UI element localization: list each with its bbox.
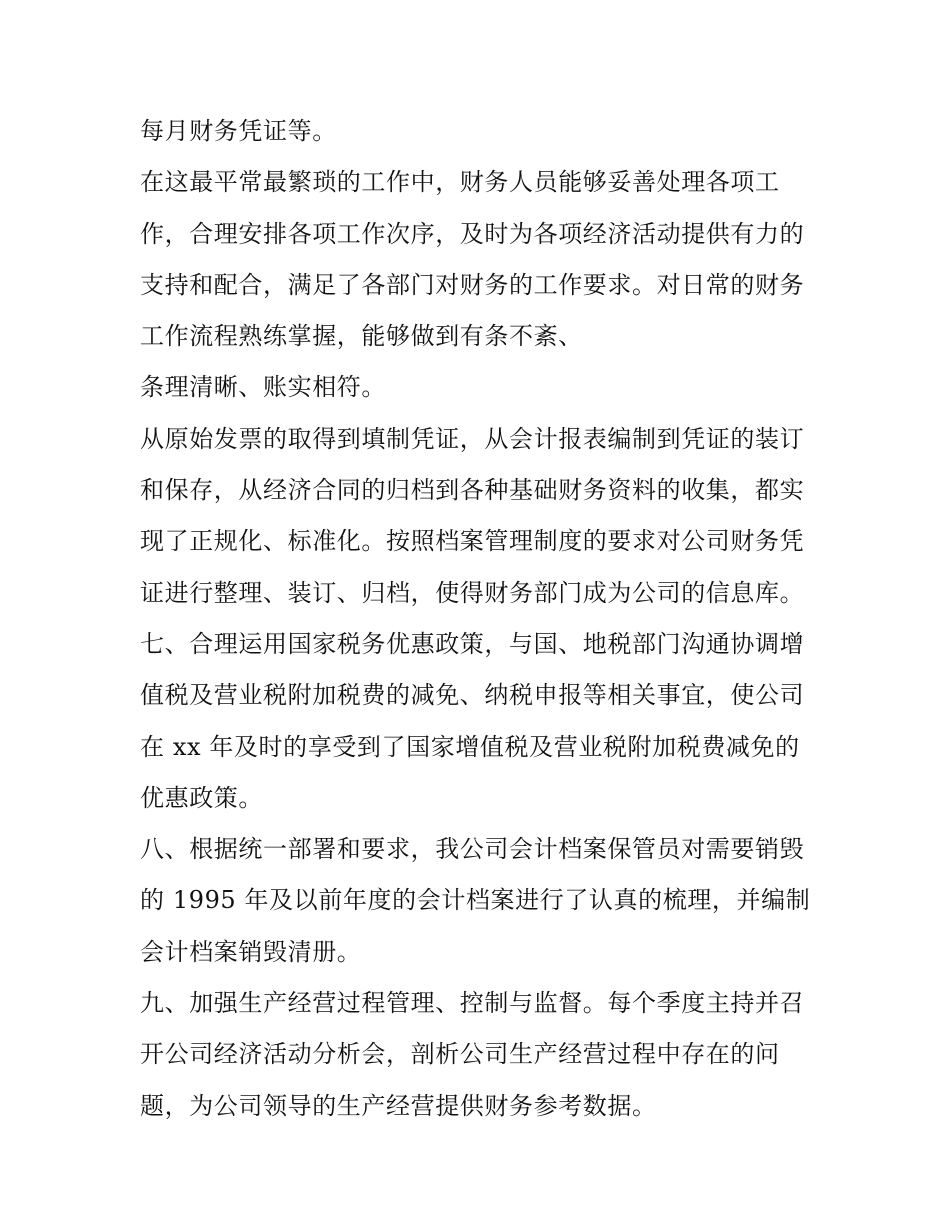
text-line: 作，合理安排各项工作次序，及时为各项经济活动提供有力的 bbox=[140, 219, 805, 248]
text-line: 现了正规化、标准化。按照档案管理制度的要求对公司财务凭 bbox=[140, 527, 805, 556]
text-line: 条理清晰、账实相符。 bbox=[140, 373, 386, 402]
text-line: 的 1995 年及以前年度的会计档案进行了认真的梳理，并编制 bbox=[140, 886, 811, 915]
text-line: 每月财务凭证等。 bbox=[140, 117, 337, 145]
text-line: 在 xx 年及时的享受到了国家增值税及营业税附加税费减免的 bbox=[140, 732, 800, 761]
text-line: 值税及营业税附加税费的减免、纳税申报等相关事宜，使公司 bbox=[140, 681, 805, 710]
text-line: 会计档案销毁清册。 bbox=[140, 937, 362, 966]
text-line: 优惠政策。 bbox=[140, 783, 263, 812]
text-line: 题，为公司领导的生产经营提供财务参考数据。 bbox=[140, 1091, 657, 1120]
text-line: 和保存，从经济合同的归档到各种基础财务资料的收集，都实 bbox=[140, 476, 805, 505]
text-line: 九、加强生产经营过程管理、控制与监督。每个季度主持并召 bbox=[140, 989, 805, 1018]
text-line: 工作流程熟练掌握，能够做到有条不紊、 bbox=[140, 322, 583, 351]
text-line: 开公司经济活动分析会，剖析公司生产经营过程中存在的问 bbox=[140, 1040, 780, 1069]
text-line: 证进行整理、装订、归档，使得财务部门成为公司的信息库。 bbox=[140, 578, 805, 607]
text-line: 从原始发票的取得到填制凭证，从会计报表编制到凭证的装订 bbox=[140, 424, 805, 453]
text-line: 在这最平常最繁琐的工作中，财务人员能够妥善处理各项工 bbox=[140, 168, 780, 197]
text-line: 七、合理运用国家税务优惠政策，与国、地税部门沟通协调增 bbox=[140, 629, 805, 658]
text-line: 八、根据统一部署和要求，我公司会计档案保管员对需要销毁 bbox=[140, 835, 805, 864]
document-body bbox=[140, 106, 820, 1132]
text-line: 支持和配合，满足了各部门对财务的工作要求。对日常的财务 bbox=[140, 270, 805, 299]
